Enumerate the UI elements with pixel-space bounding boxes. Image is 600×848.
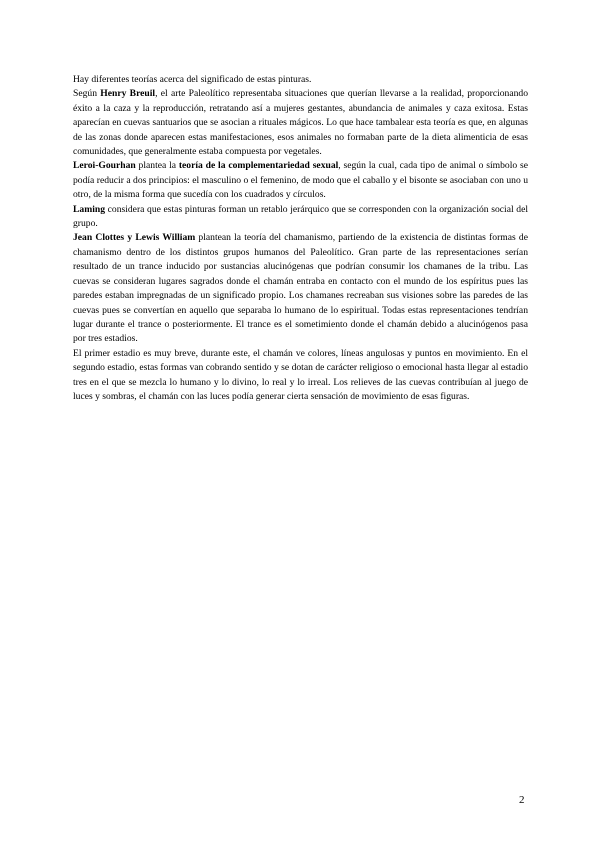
leroi-text: , según la cual, cada tipo de animal o símbolo se podía reducir a dos principios: el masculino o el femenino, de modo que el caballo y el bisonte se asociaban con uno u otro, de la misma forma que sucedía con los cuadrados y círculos. — [73, 160, 528, 201]
paragraph-breuil — [73, 87, 528, 159]
author-laming: Laming — [73, 203, 105, 215]
breuil-text: , el arte Paleolítico representaba situaciones que querían llevarse a la realidad, proporcionando éxito a la caza y la reproducción, retratando así a mujeres gestantes, abundancia de animales y caza exitosa. Estas aparecían en cuevas santuarios que se asocian a rituales mágicos. Lo que hace tambalear esta teoría es que, en algunas de las zonas donde aparecen estas manifestaciones, esos animales no formaban parte de la dieta alimenticia de esas comunidades, que generalmente estaba compuesta por vegetales. — [73, 88, 529, 158]
document-body — [73, 73, 528, 404]
breuil-prefix: Según — [73, 88, 101, 100]
author-leroi-gourhan: Leroi-Gourhan — [73, 160, 136, 172]
paragraph-laming — [73, 203, 528, 232]
paragraph-leroi-gourhan — [73, 159, 528, 202]
paragraph-stages: El primer estadio es muy breve, durante este, el chamán ve colores, líneas angulosas y puntos en movimiento. En el segundo estadio, estas formas van cobrando sentido y se dotan de carácter religioso o emocional hasta llegar al estadio tres en el que se mezcla lo humano y lo divino, lo real y lo irreal. Los relieves de las cuevas contribuían al juego de luces y sombras, el chamán con las luces podía generar cierta sensación de movimiento de esas figuras. — [73, 347, 528, 402]
leroi-mid: plantea la — [135, 160, 179, 172]
paragraph-clottes-william — [73, 231, 528, 346]
page-number: 2 — [519, 794, 525, 806]
author-clottes-william: Jean Clottes y Lewis William — [73, 232, 196, 244]
author-breuil: Henry Breuil — [100, 88, 156, 100]
theory-complementariedad: teoría de la complementariedad sexual — [178, 160, 339, 172]
laming-text: considera que estas pinturas forman un retablo jerárquico que se corresponden con la organización social del grupo. — [73, 203, 528, 230]
paragraph-intro: Hay diferentes teorías acerca del significado de estas pinturas. — [73, 74, 312, 85]
clottes-text: plantean la teoría del chamanismo, partiendo de la existencia de distintas formas de chamanismo dentro de los distintos grupos humanos del Paleolítico. Gran parte de las representaciones serían resultado de un trance inducido por sustancias alucinógenas que podrían consumir los chamanes de la tribu. Las cuevas se consideran lugares sagrados donde el chamán entraba en contacto con el mundo de los espíritus pues las paredes estaban impregnadas de un significado propio. Los chamanes recreaban sus visiones sobre las paredes de las cuevas pues se convertían en aquello que separaba lo humano de lo espiritual. Todas estas representaciones tendrían lugar durante el trance o posteriormente. El trance es el sometimiento donde el chamán debido a alucinógenos pasa por tres estadios. — [73, 232, 528, 345]
